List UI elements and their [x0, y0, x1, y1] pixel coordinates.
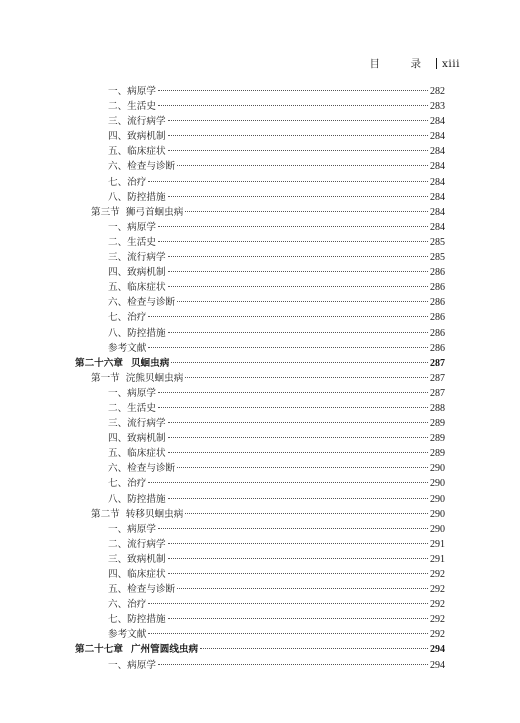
toc-dot-leader [168, 422, 428, 423]
toc-entry-page-number: 284 [430, 221, 445, 233]
toc-dot-leader [168, 286, 428, 287]
toc-subsection-entry [75, 552, 445, 567]
toc-subsection-entry [75, 129, 445, 144]
toc-dot-leader [168, 498, 428, 499]
toc-entry-page-number: 289 [430, 448, 445, 460]
toc-entry-page-number: 286 [430, 282, 445, 294]
toc-subsection-entry [75, 416, 445, 431]
toc-entry-page-number: 287 [430, 372, 445, 384]
toc-entry-number: 第三节 [91, 206, 120, 218]
toc-entry-page-number: 294 [430, 644, 445, 656]
toc-subsection-entry [75, 326, 445, 341]
toc-entry-page-number: 285 [430, 236, 445, 248]
toc-subsection-entry [75, 401, 445, 416]
toc-dot-leader [168, 271, 428, 272]
toc-entry-title: 二、生活史 [108, 402, 156, 414]
toc-entry-page-number: 284 [430, 206, 445, 218]
toc-entry-page-number: 292 [430, 614, 445, 626]
toc-subsection-entry [75, 431, 445, 446]
toc-entry-page-number: 286 [430, 312, 445, 324]
header-separator [436, 58, 437, 69]
header-page-number: xiii [442, 57, 460, 70]
toc-dot-leader [168, 332, 428, 333]
toc-subsection-entry [75, 476, 445, 491]
toc-entry-title: 贝蛔虫病 [130, 357, 170, 369]
toc-dot-leader [158, 105, 428, 106]
toc-entry-title: 四、致病机制 [108, 267, 166, 279]
toc-entry-page-number: 284 [430, 191, 445, 203]
toc-entry-page-number: 286 [430, 342, 445, 354]
toc-dot-leader [168, 573, 428, 574]
toc-entry-page-number: 286 [430, 267, 445, 279]
toc-entry-number: 第一节 [91, 372, 120, 384]
toc-dot-leader [171, 362, 428, 363]
toc-dot-leader [148, 603, 428, 604]
toc-entry-title: 狮弓首蛔虫病 [125, 206, 184, 218]
toc-subsection-entry [75, 159, 445, 174]
toc-entry-page-number: 287 [430, 357, 445, 369]
toc-dot-leader [168, 558, 428, 559]
toc-subsection-entry [75, 310, 445, 325]
toc-dot-leader [158, 528, 428, 529]
toc-dot-leader [158, 407, 428, 408]
toc-entry-page-number: 284 [430, 116, 445, 128]
toc-chapter-entry [75, 356, 445, 371]
toc-dot-leader [158, 392, 428, 393]
toc-dot-leader [168, 543, 428, 544]
toc-entry-title: 转移贝蛔虫病 [125, 508, 184, 520]
toc-entry-title: 参考文献 [108, 342, 147, 354]
table-of-contents [75, 84, 445, 673]
toc-entry-title: 参考文献 [108, 629, 147, 641]
toc-subsection-entry [75, 175, 445, 190]
toc-entry-title: 四、临床症状 [108, 569, 166, 580]
toc-entry-page-number: 291 [430, 553, 445, 565]
toc-subsection-entry [75, 582, 445, 597]
toc-subsection-entry [75, 220, 445, 235]
toc-entry-title: 二、生活史 [108, 236, 156, 248]
toc-subsection-entry [75, 612, 445, 627]
toc-dot-leader [148, 633, 428, 634]
toc-dot-leader [177, 165, 428, 166]
toc-entry-page-number: 284 [430, 131, 445, 143]
toc-section-entry [75, 507, 445, 522]
toc-dot-leader [168, 135, 428, 136]
toc-section-entry [75, 205, 445, 220]
toc-dot-leader [168, 618, 428, 619]
toc-subsection-entry [75, 295, 445, 310]
toc-entry-title: 广州管圆线虫病 [130, 644, 199, 656]
toc-entry-page-number: 290 [430, 478, 445, 490]
toc-dot-leader [185, 513, 428, 514]
toc-subsection-entry [75, 265, 445, 280]
toc-entry-title: 五、临床症状 [108, 448, 166, 460]
toc-entry-page-number: 285 [430, 252, 445, 264]
toc-subsection-entry [75, 567, 445, 582]
toc-dot-leader [168, 120, 428, 121]
toc-entry-title: 一、病原学 [108, 221, 156, 233]
toc-subsection-entry [75, 144, 445, 159]
toc-entry-title: 二、生活史 [108, 101, 156, 113]
toc-dot-leader [148, 482, 428, 483]
toc-dot-leader [177, 588, 428, 589]
toc-references-entry [75, 341, 445, 356]
toc-entry-title: 八、防控措施 [108, 191, 166, 203]
toc-dot-leader [158, 226, 428, 227]
toc-entry-title: 七、治疗 [108, 478, 147, 490]
toc-entry-title: 三、流行病学 [108, 116, 166, 128]
toc-entry-title: 六、检查与诊断 [108, 463, 176, 475]
toc-entry-page-number: 284 [430, 161, 445, 173]
toc-entry-page-number: 291 [430, 538, 445, 550]
toc-subsection-entry [75, 537, 445, 552]
toc-dot-leader [200, 648, 428, 649]
toc-entry-page-number: 286 [430, 297, 445, 309]
toc-entry-title: 一、病原学 [108, 659, 156, 671]
toc-section-entry [75, 371, 445, 386]
toc-entry-title: 三、致病机制 [108, 553, 166, 565]
toc-entry-title: 七、防控措施 [108, 614, 166, 626]
toc-entry-page-number: 287 [430, 387, 445, 399]
toc-entry-title: 二、流行病学 [108, 538, 166, 550]
toc-entry-title: 四、致病机制 [108, 433, 166, 445]
toc-dot-leader [158, 664, 428, 665]
toc-subsection-entry [75, 597, 445, 612]
toc-entry-page-number: 282 [430, 86, 445, 97]
toc-entry-title: 六、检查与诊断 [108, 297, 176, 309]
toc-entry-title: 五、检查与诊断 [108, 584, 176, 596]
toc-dot-leader [185, 211, 428, 212]
toc-dot-leader [177, 467, 428, 468]
toc-entry-title: 八、防控措施 [108, 327, 166, 339]
toc-entry-page-number: 284 [430, 176, 445, 188]
toc-entry-page-number: 289 [430, 418, 445, 430]
toc-dot-leader [168, 437, 428, 438]
toc-entry-page-number: 292 [430, 584, 445, 596]
toc-entry-page-number: 286 [430, 327, 445, 339]
toc-entry-title: 浣熊贝蛔虫病 [125, 372, 184, 384]
toc-entry-number: 第二十七章 [75, 644, 123, 656]
toc-entry-page-number: 292 [430, 569, 445, 580]
toc-entry-title: 五、临床症状 [108, 146, 166, 158]
toc-subsection-entry [75, 114, 445, 129]
toc-subsection-entry [75, 658, 445, 673]
toc-entry-page-number: 290 [430, 508, 445, 520]
toc-subsection-entry [75, 280, 445, 295]
toc-entry-title: 一、病原学 [108, 523, 156, 535]
toc-dot-leader [168, 256, 428, 257]
toc-entry-title: 四、致病机制 [108, 131, 166, 143]
toc-subsection-entry [75, 492, 445, 507]
toc-subsection-entry [75, 235, 445, 250]
toc-entry-page-number: 289 [430, 433, 445, 445]
toc-entry-page-number: 292 [430, 599, 445, 611]
toc-entry-title: 三、流行病学 [108, 252, 166, 264]
toc-entry-page-number: 290 [430, 523, 445, 535]
toc-entry-title: 一、病原学 [108, 86, 156, 97]
toc-entry-page-number: 290 [430, 493, 445, 505]
toc-entry-page-number: 294 [430, 659, 445, 671]
toc-dot-leader [168, 452, 428, 453]
toc-subsection-entry [75, 386, 445, 401]
toc-entry-title: 三、流行病学 [108, 418, 166, 430]
toc-dot-leader [148, 347, 428, 348]
toc-dot-leader [158, 241, 428, 242]
toc-dot-leader [185, 377, 428, 378]
toc-entry-number: 第二节 [91, 508, 120, 520]
toc-subsection-entry [75, 446, 445, 461]
toc-dot-leader [177, 301, 428, 302]
toc-entry-title: 六、检查与诊断 [108, 161, 176, 173]
toc-references-entry [75, 627, 445, 642]
toc-chapter-entry [75, 642, 445, 657]
header-title: 目 录 [369, 58, 431, 70]
page-header [370, 56, 461, 71]
toc-subsection-entry [75, 190, 445, 205]
toc-subsection-entry [75, 522, 445, 537]
toc-entry-page-number: 292 [430, 629, 445, 641]
toc-entry-page-number: 284 [430, 146, 445, 158]
toc-entry-title: 八、防控措施 [108, 493, 166, 505]
toc-entry-number: 第二十六章 [75, 357, 123, 369]
toc-subsection-entry [75, 84, 445, 99]
toc-entry-title: 七、治疗 [108, 176, 147, 188]
toc-entry-title: 五、临床症状 [108, 282, 166, 294]
toc-subsection-entry [75, 250, 445, 265]
toc-dot-leader [168, 196, 428, 197]
toc-entry-page-number: 283 [430, 101, 445, 113]
toc-entry-page-number: 288 [430, 402, 445, 414]
toc-dot-leader [168, 150, 428, 151]
toc-dot-leader [148, 316, 428, 317]
toc-subsection-entry [75, 99, 445, 114]
toc-entry-title: 一、病原学 [108, 387, 156, 399]
toc-entry-title: 六、治疗 [108, 599, 147, 611]
toc-dot-leader [148, 181, 428, 182]
toc-entry-title: 七、治疗 [108, 312, 147, 324]
toc-entry-page-number: 290 [430, 463, 445, 475]
toc-subsection-entry [75, 461, 445, 476]
toc-dot-leader [158, 90, 428, 91]
